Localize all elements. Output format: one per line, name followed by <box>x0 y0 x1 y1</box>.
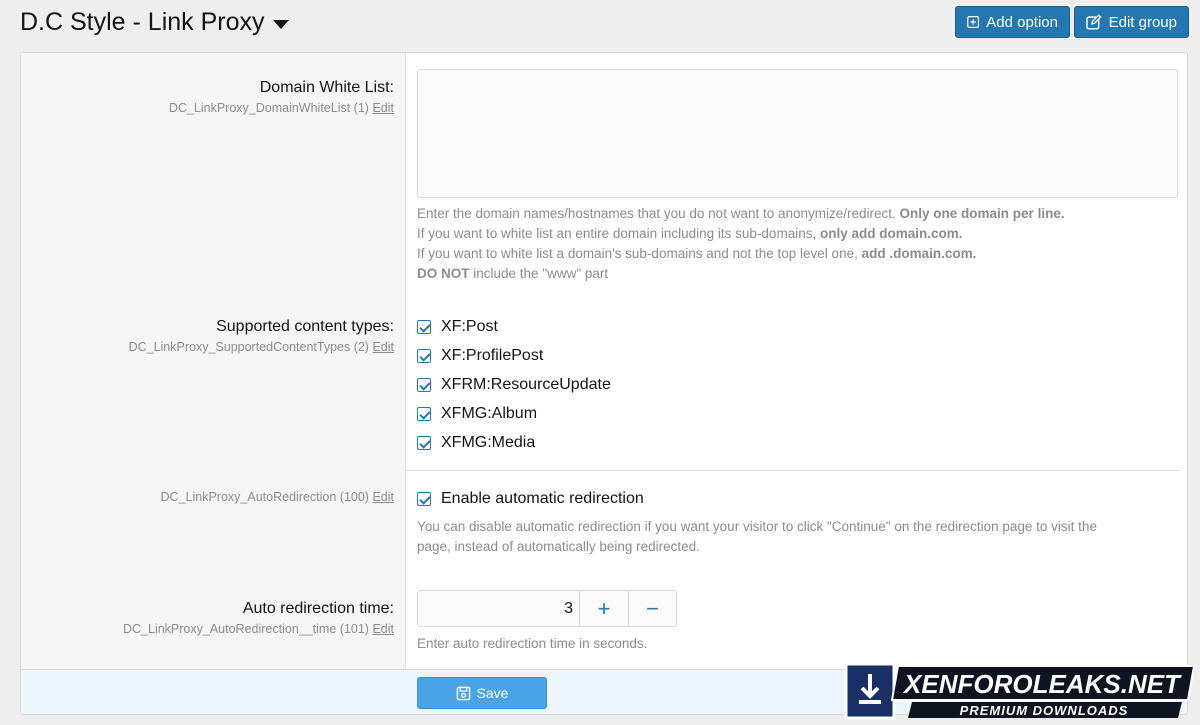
add-option-button[interactable] <box>955 6 1070 38</box>
checkbox-checked-icon[interactable] <box>417 320 431 334</box>
checkbox-checked-icon[interactable] <box>417 349 431 363</box>
save-icon <box>456 686 471 701</box>
checkbox-checked-icon[interactable] <box>417 407 431 421</box>
option-key: DC_LinkProxy_DomainWhiteList (1) <box>168 101 369 115</box>
watermark-logo <box>842 660 1198 722</box>
domain-whitelist-hint <box>417 204 1177 284</box>
watermark-brand: XENFOROLEAKS.NET <box>904 669 1180 699</box>
edit-group-button[interactable] <box>1074 6 1189 38</box>
auto-redirection-label-group <box>20 487 405 506</box>
content-types-label-group <box>20 317 405 356</box>
add-option-label: Add option <box>986 13 1058 31</box>
checkbox-checked-icon[interactable] <box>417 492 431 506</box>
redirection-time-hint: Enter auto redirection time in seconds. <box>417 636 648 651</box>
content-type-checkbox-row[interactable] <box>417 347 543 365</box>
auto-redirection-edit-link[interactable]: Edit <box>372 490 394 504</box>
content-type-checkbox-row[interactable] <box>417 434 535 452</box>
content-type-label: XF:Post <box>441 318 498 335</box>
auto-redirection-key <box>20 488 394 506</box>
content-type-label: XFMG:Media <box>441 434 536 451</box>
content-type-checkbox-row[interactable] <box>417 376 611 394</box>
auto-redirection-checkbox-label: Enable automatic redirection <box>441 490 644 507</box>
hint-bold: DO NOT <box>417 266 470 281</box>
redirection-time-label-group <box>20 599 405 638</box>
hint-text: If you want to white list a domain's sub-domains and not the top level one, <box>417 246 858 261</box>
content-types-edit-link[interactable]: Edit <box>372 340 394 354</box>
options-block <box>20 52 1188 715</box>
content-type-checkbox-row[interactable] <box>417 405 537 423</box>
domain-whitelist-label: Domain White List: <box>259 79 394 96</box>
option-key: DC_LinkProxy_SupportedContentTypes (2) <box>128 340 369 354</box>
hint-line <box>417 204 1177 224</box>
increment-button[interactable]: + <box>597 596 611 621</box>
edit-group-label: Edit group <box>1108 13 1177 31</box>
redirection-time-edit-link[interactable]: Edit <box>372 622 394 636</box>
caret-down-icon[interactable] <box>273 20 289 29</box>
hint-text: If you want to white list an entire domain including its sub-domains, <box>417 226 817 241</box>
hint-line <box>417 224 1177 244</box>
content-type-label: XF:ProfilePost <box>441 347 544 364</box>
hint-text: include the "www" part <box>473 266 609 281</box>
content-type-label: XFRM:ResourceUpdate <box>441 376 611 393</box>
hint-line: You can disable automatic redirection if you want your visitor to click "Continue" on the redirection page to visit the <box>417 519 1097 534</box>
hint-bold: only add domain.com. <box>819 226 963 241</box>
save-label: Save <box>476 685 509 701</box>
domain-whitelist-key <box>20 99 394 117</box>
hint-line <box>417 244 1177 264</box>
divider <box>406 470 1179 471</box>
auto-redirection-checkbox-row[interactable] <box>417 490 644 508</box>
label-column <box>21 53 406 669</box>
auto-redirection-hint <box>417 517 1177 557</box>
watermark-tagline: PREMIUM DOWNLOADS <box>959 703 1129 718</box>
content-type-checkbox-row[interactable] <box>417 318 498 336</box>
content-types-label: Supported content types: <box>216 318 394 335</box>
redirection-time-input[interactable]: 3 <box>418 591 580 626</box>
option-key: DC_LinkProxy_AutoRedirection (100) <box>160 490 369 504</box>
content-types-key <box>20 338 394 356</box>
plus-square-icon <box>967 14 979 30</box>
hint-line <box>417 264 1177 284</box>
page-header <box>20 0 1190 46</box>
hint-line: page, instead of automatically being redirected. <box>417 539 700 554</box>
content-type-label: XFMG:Album <box>441 405 538 422</box>
domain-whitelist-edit-link[interactable]: Edit <box>372 101 394 115</box>
save-button[interactable] <box>417 677 547 709</box>
page-title-text: D.C Style - Link Proxy <box>20 8 265 36</box>
redirection-time-key <box>20 620 394 638</box>
hint-text: Enter the domain names/hostnames that you do not want to anonymize/redirect. <box>417 206 896 221</box>
redirection-time-label: Auto redirection time: <box>242 600 394 617</box>
domain-whitelist-label-group <box>20 78 405 117</box>
domain-whitelist-textarea[interactable] <box>417 69 1178 198</box>
edit-icon <box>1086 14 1102 30</box>
hint-bold: add .domain.com. <box>861 246 977 261</box>
redirection-time-stepper[interactable] <box>417 590 677 627</box>
decrement-button[interactable]: − <box>628 591 676 626</box>
hint-bold: Only one domain per line. <box>899 206 1065 221</box>
checkbox-checked-icon[interactable] <box>417 378 431 392</box>
option-key: DC_LinkProxy_AutoRedirection__time (101) <box>123 622 369 636</box>
page-title[interactable] <box>20 8 289 37</box>
checkbox-checked-icon[interactable] <box>417 436 431 450</box>
